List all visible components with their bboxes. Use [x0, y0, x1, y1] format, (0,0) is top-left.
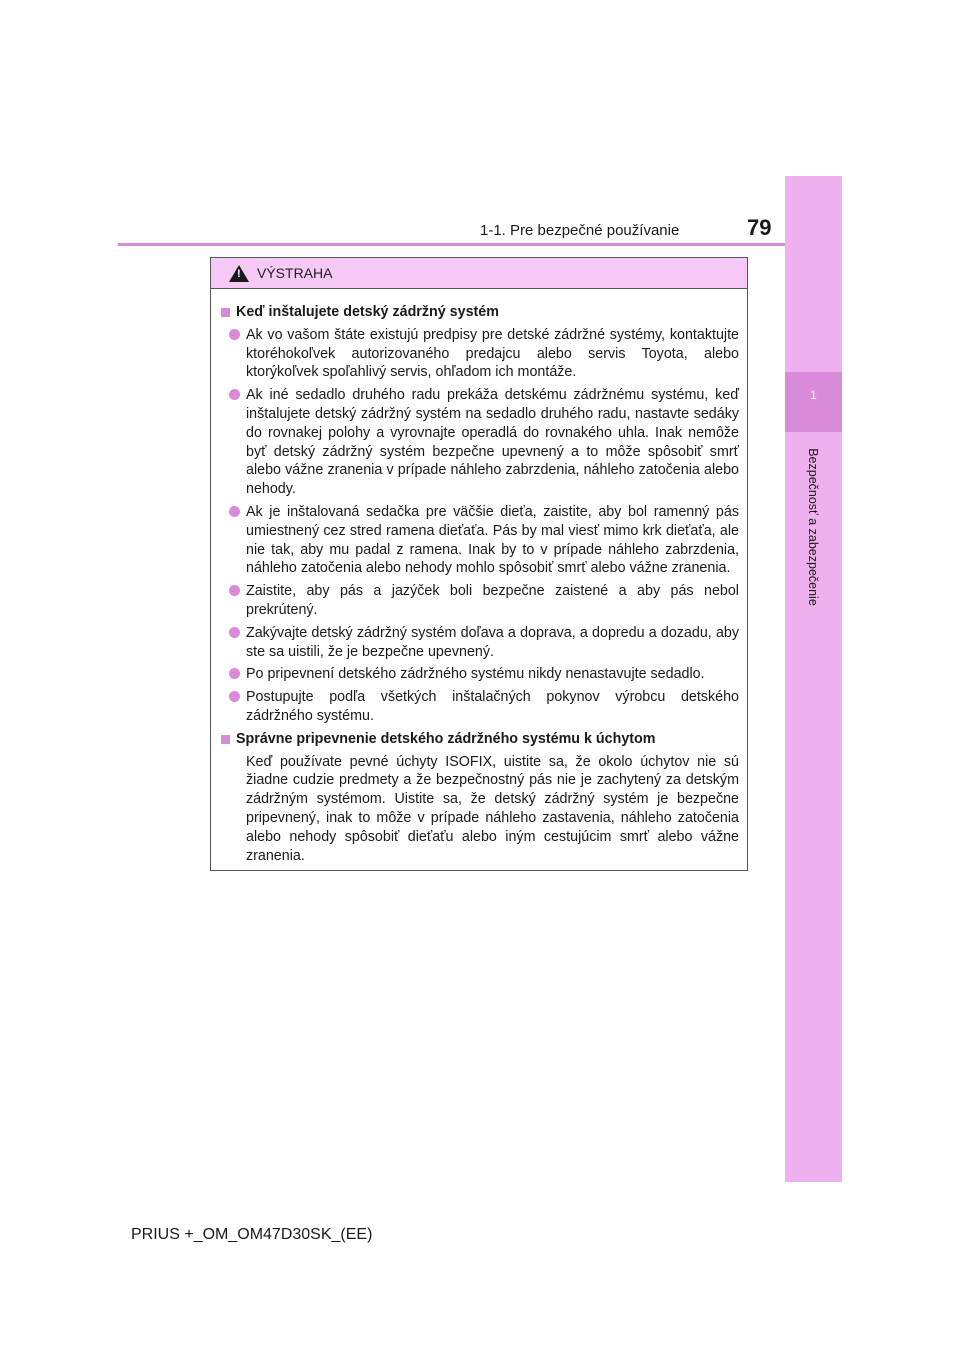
heading-text: Správne pripevnenie detského zádržného systému k úchytom	[236, 730, 656, 747]
list-item	[221, 503, 739, 578]
list-item-text: Ak iné sedadlo druhého radu prekáža detskému zádržnému systému, keď inštalujete detský zádržný systém na sedadlo druhého radu, nastavte sedáky do rovnakej polohy a vyrovnajte operadlá do rovnakého uhla. Inak nemôže byť detský zádržný systém bezpečne upevnený a to môže spôsobiť smrť alebo vážne zranenia v prípade náhleho zabrzdenia, náhleho zatočenia alebo nehody.	[246, 387, 739, 498]
list-item-text: Po pripevnení detského zádržného systému nikdy nenastavujte sedadlo.	[246, 666, 705, 683]
chapter-number: 1	[810, 388, 817, 402]
circle-bullet-icon	[229, 668, 240, 679]
list-item-text: Zakývajte detský zádržný systém doľava a doprava, a dopredu a dozadu, aby ste sa uistili, že je bezpečne upevnený.	[246, 624, 739, 660]
list-item-text: Zaistite, aby pás a jazýček boli bezpečne zaistené a aby pás nebol prekrútený.	[246, 583, 739, 618]
footer-code: PRIUS +_OM_OM47D30SK_(EE)	[131, 1226, 373, 1243]
circle-bullet-icon	[229, 329, 240, 340]
warning-title: VÝSTRAHA	[257, 265, 333, 281]
list-item	[221, 326, 739, 382]
paragraph: Keď používate pevné úchyty ISOFIX, uistite sa, že okolo úchytov nie sú žiadne cudzie predmety a že bezpečnostný pás nie je zachytený za detským zádržným systémom. Uistite sa, že detský zádržný systém je bezpečne pripevnený, inak to môže v prípade náhleho zastavenia, náhleho zatočenia alebo nehody spôsobiť dieťaťu alebo iným cestujúcim smrť alebo vážne zranenia.	[246, 753, 739, 864]
section-heading	[221, 303, 739, 322]
side-tab-chapter-marker	[785, 372, 842, 432]
list-item-text: Ak vo vašom štáte existujú predpisy pre detské zádržné systémy, kontaktujte ktoréhokoľvek autorizovaného predajcu alebo servis Toyota, alebo ktorýkoľvek spoľahlivý servis, ohľadom ich montáže.	[246, 326, 739, 381]
warning-header	[211, 258, 747, 289]
list-item	[221, 665, 739, 684]
side-tab	[785, 176, 842, 1182]
list-item-text: Ak je inštalovaná sedačka pre väčšie dieťa, zaistite, aby bol ramenný pás umiestnený cez stred ramena dieťaťa. Pás by mal viesť mimo krk dieťaťa, ale nie tak, aby mu padal z ramena. Inak by to v prípade náhleho zabrzdenia, náhleho zatočenia alebo nehody mohlo spôsobiť smrť alebo vážne zranenia.	[246, 503, 739, 577]
header-rule	[118, 243, 842, 246]
list-item	[221, 688, 739, 726]
heading-text: Keď inštalujete detský zádržný systém	[236, 304, 499, 320]
circle-bullet-icon	[229, 627, 240, 638]
warning-box	[210, 257, 748, 871]
page-number: 79	[747, 215, 772, 240]
list-item	[221, 624, 739, 662]
list-item	[221, 386, 739, 499]
chapter-title: Bezpečnosť a zabezpečenie	[806, 448, 820, 606]
section-label: 1-1. Pre bezpečné používanie	[480, 222, 680, 239]
square-bullet-icon	[221, 308, 230, 317]
circle-bullet-icon	[229, 585, 240, 596]
circle-bullet-icon	[229, 506, 240, 517]
circle-bullet-icon	[229, 389, 240, 400]
circle-bullet-icon	[229, 691, 240, 702]
list-item-text: Postupujte podľa všetkých inštalačných pokynov výrobcu detského zádržného systému.	[246, 689, 739, 724]
warning-body	[211, 289, 747, 865]
list-item	[221, 582, 739, 620]
warning-triangle-icon	[229, 265, 249, 282]
square-bullet-icon	[221, 735, 230, 744]
section-heading	[221, 730, 739, 749]
